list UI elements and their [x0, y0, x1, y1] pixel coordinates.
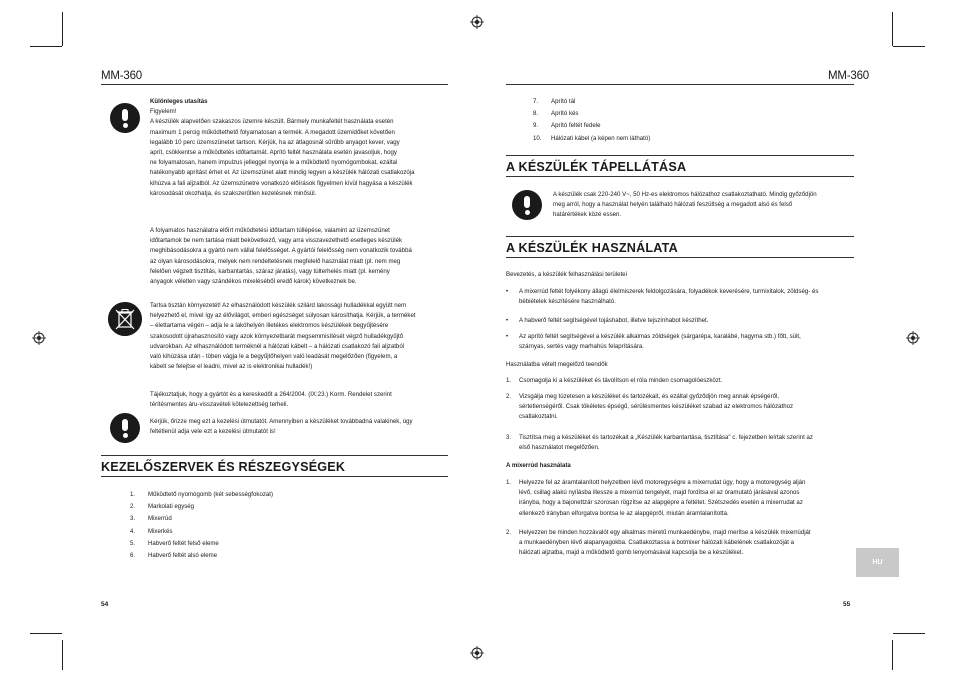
- text-line: udvarokban. Az elhasználódott terméknél a hálózati kábelt – a hálózati csatlakozó fali aljzatból: [150, 342, 405, 350]
- list-item: 9. Aprító feltét fedele: [533, 122, 601, 130]
- section-rule: [506, 236, 854, 237]
- prep-title: Használatba vételt megelőző teendők: [506, 361, 608, 368]
- liability-paragraph: [150, 226, 450, 287]
- take-back-paragraph: [150, 390, 450, 410]
- text-line: meg arról, hogy a használat helyén található hálózati feszültség a megadott alsó és felső: [553, 201, 793, 209]
- power-paragraph: [553, 190, 858, 221]
- page-number: 54: [101, 601, 109, 608]
- text-line: A készülék csak 220-240 V~, 50 Hz-es elektromos hálózathoz csatlakoztatható. Mindig győződjön: [553, 191, 817, 198]
- warning-label: Figyelem!: [150, 108, 177, 116]
- list-item: 7. Aprító tál: [533, 98, 576, 105]
- warning-icon: [110, 413, 140, 443]
- text-line: felelően végzett tisztítás, karbantartás, száraz járatás), vagy túlterhelés miatt (pl. kemény: [150, 267, 390, 275]
- text-line: maximum 1 percig működtethető folyamatosan a termék. A megadott üzemidőket követően: [150, 128, 395, 136]
- usage-heading: A KÉSZÜLÉK HASZNÁLATA: [506, 241, 678, 255]
- text-line: meghibásodásokra a gyártó nem vállal felelősséget. A gyártói felelősség nem vonatkozik továbbá: [150, 247, 412, 255]
- text-line: hatékonyabb aprítást érhet el. Az üzemszünet alatt mindig legyen a készülék hálózati csatlakozója: [150, 169, 415, 177]
- right-page: MM-360 7. Aprító tál 8. Aprító kés 9. Aprító feltét fedele 10. Hálózati kábel (a képen nem látható) A KÉSZÜLÉK TÁPELLÁTÁSA A készülék csak 220-240 V~, 50 Hz-es elektromos hálózathoz csatlakoztatható. Mindig győződjön meg arról, hogy a használat helyén található hálózati feszültség a megadott alsó és felső határértékek közé essen. A KÉSZÜLÉK HASZNÁLATA Bevezetés, a készülék felhasználási területei • A mixerrúd feltét folyékony állagú élelmiszerek feldolgozására, folyadékok keverésére, turmixitalok, zöldség- és bébiételek készítésére használható. • A habverő feltét segítségével tojáshabot, illetve tejszínhabot készíthet. • Az aprító feltét segítségével a készülék alkalmas zöldségek (sárgarépa, karalábé, hagyma stb.) főtt, sült, szárnyas, sertés vagy marhahús felaprítására. Használatba vételt megelőző teendők 1. Csomagolja ki a készüléket és távolítson el róla minden csomagolóeszközt. 2. Vizsgálja meg tüzetesen a készüléket és tartozékait, és ezáltal győződjön meg annak épségéről, sértetlenségéről. Csak tökéletes épségű, sérülésmentes készüléket szabad az elektromos hálózathoz csatlakoztatni. 3. Tisztítsa meg a készüléket és tartozékait a „Készülék karbantartása, tisztítása" c. fejezetben leírtak szerint az első használatot megelőzően. A mixerrúd használata 1. Helyezze fel az áramtalanított helyzetben lévő motoregységre a mixerrudat úgy, hogy a motoregység alján lévő, csillag alakú nyílásba illessze a mixerrúd tengelyét, majd fordítsa el az óramutató járásával azonos irányba, hogy a bajonettzár szorosan rögzítse az alapgépre a feltétet. Szétszedés esetén a mixerrudat az ellenkező irányban elforgatva bontsa le az alapgépről, miután áramtalanította. 2. Helyezzen be minden hozzávalót egy alkalmas méretű munkaedénybe, majd merítse a készülék mixerrúdját a munkaedényben lévő alapanyagokba. Csatlakoztassa a botmixer hálózati kábelének csatlakozóját a hálózati aljzatba, majd a működtető gomb lenyomásával kapcsolja be a készüléket. 55: [506, 70, 869, 608]
- text-line: kábelt se felejtse el leadni, mivel az is elektronikai hulladék!): [150, 363, 313, 371]
- list-item: 4. Mixerkés: [130, 527, 173, 535]
- text-line: kihúzva a fali aljzatból. Az üzemszünetre vonatkozó előírások figyelmen kívül hagyása a készülék: [150, 179, 413, 187]
- text-line: Kérjük, őrizze meg ezt a kezelési útmutatót. Amennyiben a készüléket továbbadná valakinek, úgy: [150, 418, 413, 425]
- text-line: károsodását okozhatja, és szakszerűtlen kezelésnek minősül.: [150, 189, 317, 197]
- text-line: ne folyamatosan, hanem impulzus jelleggel nyomja le a működtető nyomógombokat, ezáltal: [150, 159, 398, 167]
- text-line: Tájékoztatjuk, hogy a gyártót és a kereskedőt a 264/2004. (IX:23.) Korm. Rendelet szerint: [150, 391, 392, 398]
- usage-intro: Bevezetés, a készülék felhasználási területei: [506, 271, 627, 278]
- list-item: 10. Hálózati kábel (a képen nem látható): [533, 134, 651, 142]
- list-item: 2. Markolati egység: [130, 503, 195, 511]
- list-item: 3. Mixerrúd: [130, 515, 172, 523]
- recycle-bin-crossed-icon: [108, 302, 142, 336]
- header-rule: [101, 84, 448, 85]
- text-line: időtartamok be nem tartása miatt bekövetkező, vagy arra visszavezethető esetleges készülék: [150, 237, 403, 245]
- text-line: való kihúzása után - töben vágja le a begyűjtőhelyen való leadását megelőzően (figyelem, a: [150, 353, 398, 361]
- text-line: szakosodott újrahasznosító vagy azok környezetbarát megsemmisítését végző hulladékgyűjtő: [150, 332, 404, 340]
- section-rule: [506, 155, 854, 156]
- section-rule: [101, 476, 448, 477]
- controls-list: [130, 489, 430, 562]
- model-label: MM-360: [828, 70, 869, 82]
- mixer-title: A mixerrúd használata: [506, 462, 571, 469]
- text-line: határértékek közé essen.: [553, 211, 622, 219]
- text-line: térítésmentes áru-visszavételi kötelezettség terheli.: [150, 401, 289, 409]
- keep-manual-paragraph: [150, 417, 450, 437]
- page-number: 55: [843, 601, 851, 608]
- power-heading: A KÉSZÜLÉK TÁPELLÁTÁSA: [506, 160, 687, 174]
- text-line: Tartsa tisztán környezetét! Az elhasználódott készülék szilárd lakossági hulladékkal együtt nem: [150, 302, 407, 309]
- warning-icon: [110, 103, 140, 133]
- warning-icon: [512, 190, 542, 220]
- header-rule: [506, 84, 854, 85]
- parts-list-continued: [533, 96, 833, 145]
- special-title: Különleges utasítás: [150, 98, 208, 105]
- list-item: 8. Aprító kés: [533, 110, 579, 118]
- special-instructions: [150, 97, 450, 199]
- text-line: A készülék alapvetően szakaszos üzemre készült. Bármely munkafeltét használata esetén: [150, 118, 394, 126]
- text-line: – élettartama végén – adja le a lakóhelyén illetékes elektromos készülékek begyűjtésére: [150, 322, 389, 330]
- model-label: MM-360: [101, 70, 142, 82]
- language-tab: HU: [856, 548, 899, 577]
- section-rule: [101, 455, 448, 456]
- text-line: az olyan károsodásokra, melyek nem rendeltetésnek megfelelő használat miatt (pl. nem meg: [150, 257, 401, 265]
- text-line: helyezhető el, mivel így az élővilágot, emberi egészséget súlyosan károsíthatja. Kérjük, a terméket: [150, 312, 416, 320]
- environment-paragraph: [150, 301, 455, 372]
- list-item: 1. Működtető nyomógomb (két sebességfokozat): [130, 491, 273, 498]
- text-line: feltétlenül adja vele ezt a kezelési útmutatót is!: [150, 428, 276, 436]
- text-line: A folyamatos használatra előírt működtetési időtartam túllépése, valamint az üzemszünet: [150, 227, 390, 234]
- text-line: legalább 10 perc üzemszünetet tartson. Kérjük, ha az átlagosnál sűrűbb anyagot kever, vagy: [150, 138, 400, 146]
- text-line: aprít, csökkentse a működtetés időtartamát. Aprító feltét használata esetén javasoljuk, hogy: [150, 149, 397, 157]
- list-item: 5. Habverő feltét felső eleme: [130, 539, 219, 547]
- section-rule: [506, 176, 854, 177]
- list-item: 6. Habverő feltét alsó eleme: [130, 552, 218, 560]
- text-line: anyagok véletlen vagy szándékos mixeléséből eredő károk) következnek be.: [150, 278, 357, 286]
- section-rule: [506, 257, 854, 258]
- controls-heading: KEZELŐSZERVEK ÉS RÉSZEGYSÉGEK: [101, 460, 346, 474]
